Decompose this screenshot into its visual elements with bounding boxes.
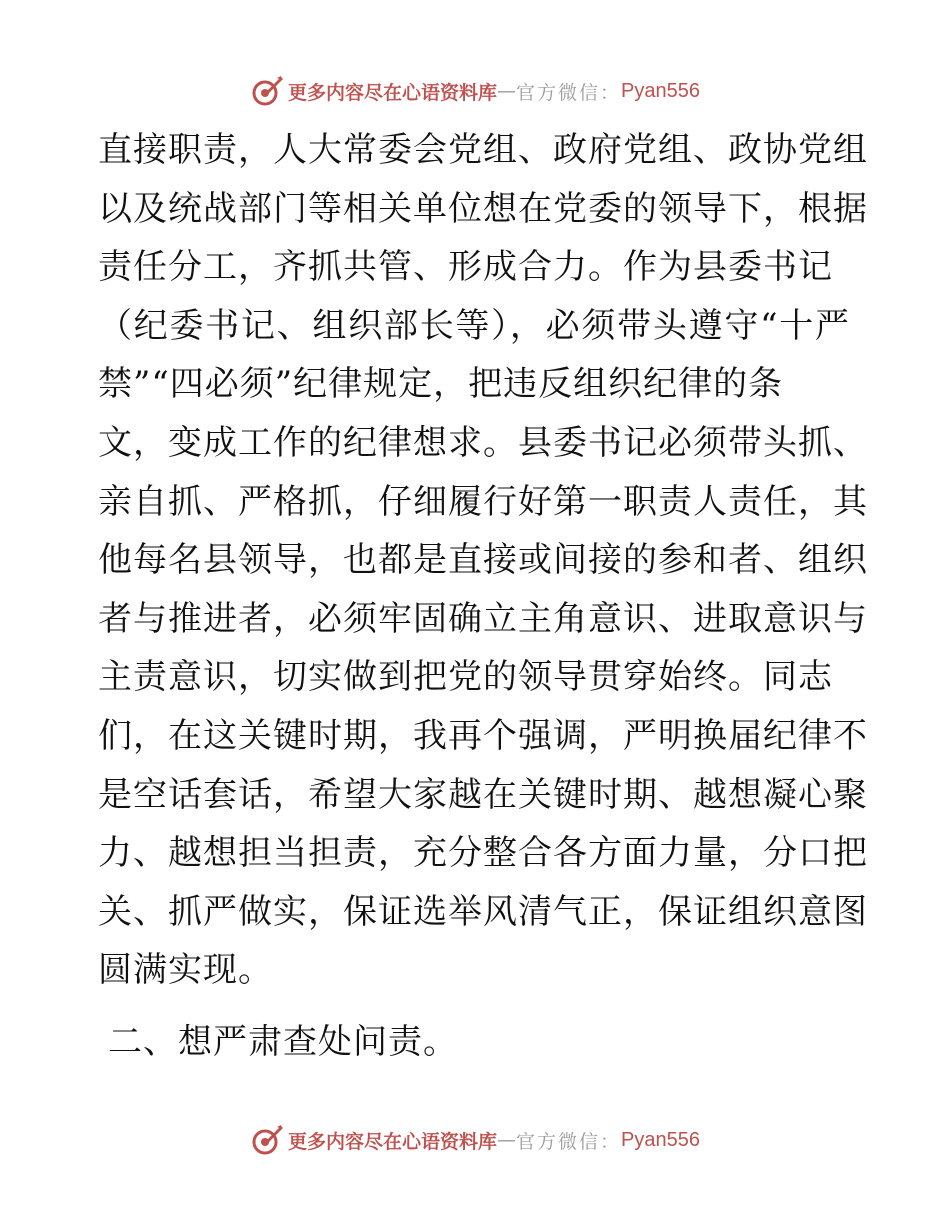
quill-seal-icon xyxy=(250,1123,284,1157)
body-line: 他每名县领导，也都是直接或间接的参和者、组织 xyxy=(98,540,868,581)
header-watermark xyxy=(0,71,950,111)
body-line: 是空话套话，希望大家越在关键时期、越想凝心聚 xyxy=(98,774,868,815)
body-line: 者与推进者，必须牢固确立主角意识、进取意识与 xyxy=(98,598,868,639)
body-line: 文，变成工作的纪律想求。县委书记必须带头抓、 xyxy=(98,422,868,463)
document-body xyxy=(98,121,868,1000)
watermark-wechat-label: 官方微信： xyxy=(516,1130,622,1153)
body-line: 圆满实现。 xyxy=(98,950,273,991)
watermark-separator: — xyxy=(497,1129,517,1151)
footer-watermark xyxy=(0,1120,950,1160)
body-line: 责任分工，齐抓共管、形成合力。作为县委书记 xyxy=(98,247,833,288)
watermark-library-name: 更多内容尽在心语资料库 xyxy=(288,1130,498,1153)
body-line: 力、越想担当担责，充分整合各方面力量，分口把 xyxy=(98,833,868,874)
quill-seal-icon xyxy=(250,74,284,108)
watermark-library-name: 更多内容尽在心语资料库 xyxy=(288,81,498,104)
body-line: 禁”“四必须”纪律规定，把违反组织纪律的条 xyxy=(98,364,784,405)
section-heading: 二、想严肃查处问责。 xyxy=(108,1022,458,1062)
body-line: 亲自抓、严格抓，仔细履行好第一职责人责任，其 xyxy=(98,481,868,522)
watermark-wechat-id: Pyan556 xyxy=(621,79,700,102)
body-line: （纪委书记、组织部长等），必须带头遵守“十严 xyxy=(98,305,850,346)
body-line: 以及统战部门等相关单位想在党委的领导下，根据 xyxy=(98,188,868,229)
watermark-separator: — xyxy=(497,80,517,102)
body-line: 关、抓严做实，保证选举风清气正，保证组织意图 xyxy=(98,891,868,932)
body-line: 主责意识，切实做到把党的领导贯穿始终。同志 xyxy=(98,657,833,698)
watermark-wechat-label: 官方微信： xyxy=(516,81,622,104)
body-line: 们，在这关键时期，我再个强调，严明换届纪律不 xyxy=(98,715,868,756)
watermark-wechat-id: Pyan556 xyxy=(621,1128,700,1151)
body-line: 直接职责，人大常委会党组、政府党组、政协党组 xyxy=(98,130,868,170)
